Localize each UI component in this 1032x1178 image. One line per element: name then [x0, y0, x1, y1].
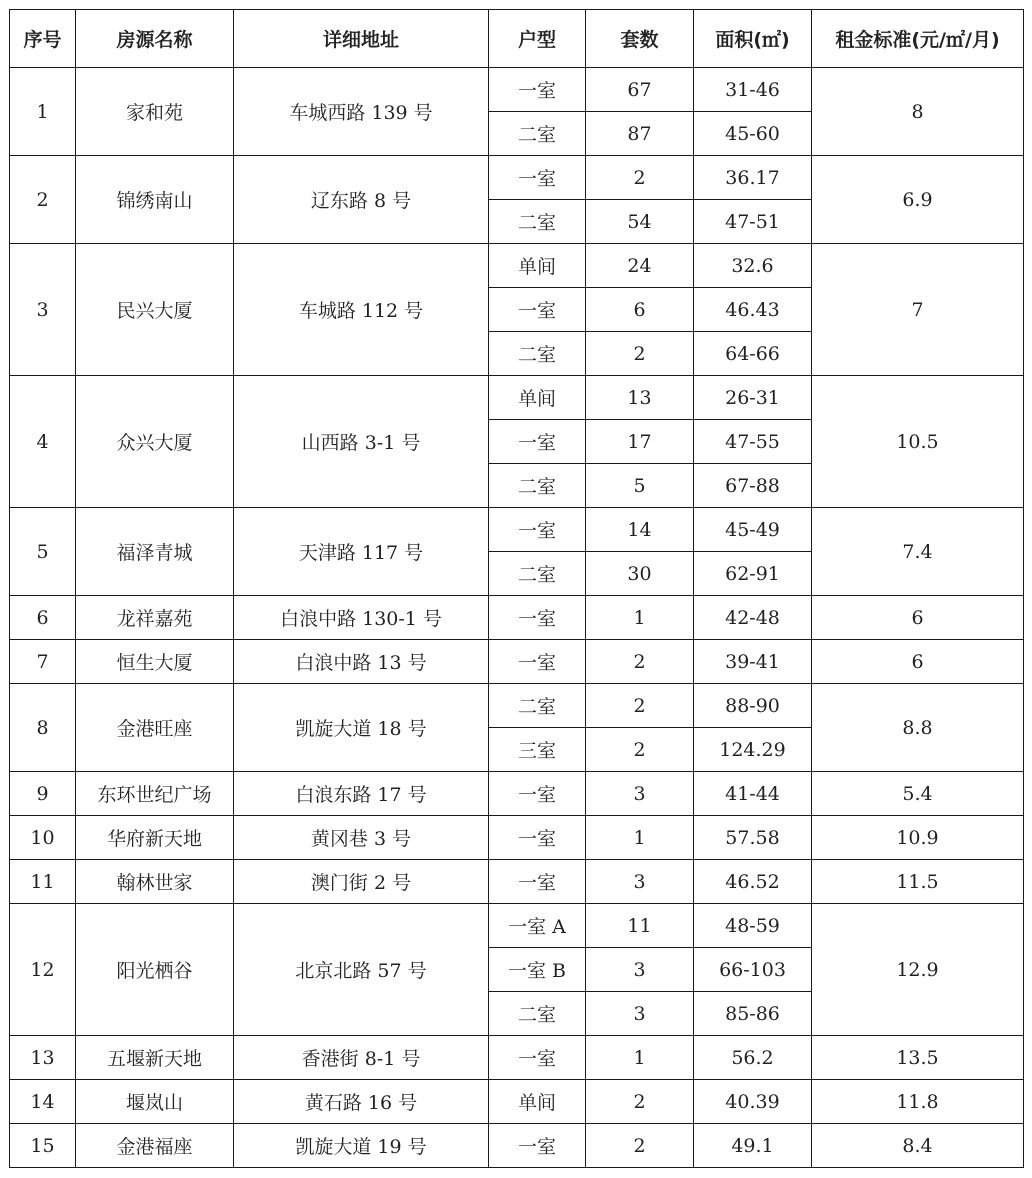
cell-unit-type: 一室: [489, 1124, 586, 1168]
cell-area: 64-66: [694, 332, 812, 376]
cell-unit-type: 三室: [489, 728, 586, 772]
cell-rent: 6: [812, 640, 1024, 684]
table-row: [10, 68, 1024, 112]
cell-area: 49.1: [694, 1124, 812, 1168]
cell-name: 金港旺座: [76, 684, 234, 772]
table-row: [10, 596, 1024, 640]
cell-area: 124.29: [694, 728, 812, 772]
cell-address: 凯旋大道 18 号: [234, 684, 489, 772]
cell-unit-type: 一室: [489, 420, 586, 464]
cell-address: 凯旋大道 19 号: [234, 1124, 489, 1168]
cell-name: 民兴大厦: [76, 244, 234, 376]
cell-name: 众兴大厦: [76, 376, 234, 508]
cell-count: 3: [586, 860, 694, 904]
table-row: [10, 156, 1024, 200]
cell-count: 1: [586, 1036, 694, 1080]
cell-unit-type: 一室: [489, 640, 586, 684]
cell-rent: 8.4: [812, 1124, 1024, 1168]
cell-unit-type: 一室: [489, 68, 586, 112]
cell-count: 54: [586, 200, 694, 244]
cell-address: 白浪中路 130-1 号: [234, 596, 489, 640]
cell-index: 5: [10, 508, 76, 596]
cell-area: 67-88: [694, 464, 812, 508]
cell-count: 67: [586, 68, 694, 112]
cell-rent: 8: [812, 68, 1024, 156]
header-area: 面积(㎡): [694, 10, 812, 68]
cell-unit-type: 一室: [489, 772, 586, 816]
cell-address: 辽东路 8 号: [234, 156, 489, 244]
cell-area: 40.39: [694, 1080, 812, 1124]
table-row: [10, 1124, 1024, 1168]
cell-name: 阳光栖谷: [76, 904, 234, 1036]
cell-name: 锦绣南山: [76, 156, 234, 244]
cell-index: 2: [10, 156, 76, 244]
cell-name: 堰岚山: [76, 1080, 234, 1124]
cell-address: 山西路 3-1 号: [234, 376, 489, 508]
cell-unit-type: 一室 B: [489, 948, 586, 992]
cell-rent: 8.8: [812, 684, 1024, 772]
cell-rent: 7.4: [812, 508, 1024, 596]
cell-unit-type: 单间: [489, 244, 586, 288]
cell-area: 57.58: [694, 816, 812, 860]
cell-count: 30: [586, 552, 694, 596]
cell-name: 家和苑: [76, 68, 234, 156]
cell-area: 42-48: [694, 596, 812, 640]
cell-area: 31-46: [694, 68, 812, 112]
cell-unit-type: 二室: [489, 112, 586, 156]
cell-name: 东环世纪广场: [76, 772, 234, 816]
cell-count: 2: [586, 640, 694, 684]
cell-unit-type: 二室: [489, 684, 586, 728]
cell-index: 8: [10, 684, 76, 772]
cell-count: 6: [586, 288, 694, 332]
cell-area: 46.52: [694, 860, 812, 904]
cell-rent: 6: [812, 596, 1024, 640]
cell-address: 白浪东路 17 号: [234, 772, 489, 816]
cell-count: 3: [586, 948, 694, 992]
header-count: 套数: [586, 10, 694, 68]
cell-address: 车城西路 139 号: [234, 68, 489, 156]
cell-index: 1: [10, 68, 76, 156]
cell-name: 福泽青城: [76, 508, 234, 596]
cell-name: 华府新天地: [76, 816, 234, 860]
cell-address: 天津路 117 号: [234, 508, 489, 596]
cell-rent: 6.9: [812, 156, 1024, 244]
table-row: [10, 816, 1024, 860]
cell-index: 13: [10, 1036, 76, 1080]
cell-index: 4: [10, 376, 76, 508]
cell-count: 14: [586, 508, 694, 552]
cell-area: 45-60: [694, 112, 812, 156]
cell-unit-type: 一室: [489, 288, 586, 332]
cell-area: 62-91: [694, 552, 812, 596]
cell-area: 66-103: [694, 948, 812, 992]
cell-unit-type: 一室: [489, 156, 586, 200]
table-row: [10, 640, 1024, 684]
cell-index: 10: [10, 816, 76, 860]
cell-count: 1: [586, 596, 694, 640]
cell-unit-type: 二室: [489, 464, 586, 508]
cell-count: 3: [586, 992, 694, 1036]
cell-count: 24: [586, 244, 694, 288]
cell-name: 龙祥嘉苑: [76, 596, 234, 640]
cell-count: 2: [586, 332, 694, 376]
cell-count: 13: [586, 376, 694, 420]
cell-area: 26-31: [694, 376, 812, 420]
header-unit-type: 户型: [489, 10, 586, 68]
cell-unit-type: 一室: [489, 860, 586, 904]
cell-area: 48-59: [694, 904, 812, 948]
housing-table: [9, 9, 1024, 1168]
cell-rent: 10.9: [812, 816, 1024, 860]
cell-area: 41-44: [694, 772, 812, 816]
cell-index: 3: [10, 244, 76, 376]
cell-count: 2: [586, 156, 694, 200]
table-row: [10, 1036, 1024, 1080]
header-rent: 租金标准(元/㎡/月): [812, 10, 1024, 68]
cell-area: 47-51: [694, 200, 812, 244]
cell-area: 85-86: [694, 992, 812, 1036]
cell-unit-type: 一室: [489, 596, 586, 640]
cell-rent: 7: [812, 244, 1024, 376]
cell-rent: 10.5: [812, 376, 1024, 508]
cell-address: 北京北路 57 号: [234, 904, 489, 1036]
cell-index: 11: [10, 860, 76, 904]
cell-index: 6: [10, 596, 76, 640]
cell-name: 翰林世家: [76, 860, 234, 904]
header-row: [10, 10, 1024, 68]
table-row: [10, 508, 1024, 552]
cell-count: 2: [586, 1124, 694, 1168]
cell-address: 澳门街 2 号: [234, 860, 489, 904]
cell-address: 香港街 8-1 号: [234, 1036, 489, 1080]
cell-unit-type: 一室: [489, 1036, 586, 1080]
cell-count: 11: [586, 904, 694, 948]
table-row: [10, 684, 1024, 728]
cell-rent: 13.5: [812, 1036, 1024, 1080]
table-row: [10, 1080, 1024, 1124]
cell-address: 黄石路 16 号: [234, 1080, 489, 1124]
cell-unit-type: 二室: [489, 992, 586, 1036]
table-row: [10, 904, 1024, 948]
cell-count: 17: [586, 420, 694, 464]
header-name: 房源名称: [76, 10, 234, 68]
cell-area: 45-49: [694, 508, 812, 552]
cell-address: 白浪中路 13 号: [234, 640, 489, 684]
table-row: [10, 376, 1024, 420]
cell-index: 12: [10, 904, 76, 1036]
cell-address: 车城路 112 号: [234, 244, 489, 376]
cell-area: 88-90: [694, 684, 812, 728]
cell-name: 五堰新天地: [76, 1036, 234, 1080]
cell-area: 46.43: [694, 288, 812, 332]
cell-address: 黄冈巷 3 号: [234, 816, 489, 860]
cell-unit-type: 二室: [489, 332, 586, 376]
cell-index: 15: [10, 1124, 76, 1168]
table-body: [10, 68, 1024, 1168]
cell-area: 47-55: [694, 420, 812, 464]
header-address: 详细地址: [234, 10, 489, 68]
cell-unit-type: 二室: [489, 200, 586, 244]
cell-index: 7: [10, 640, 76, 684]
table-row: [10, 772, 1024, 816]
cell-count: 5: [586, 464, 694, 508]
cell-index: 9: [10, 772, 76, 816]
cell-unit-type: 一室 A: [489, 904, 586, 948]
cell-index: 14: [10, 1080, 76, 1124]
cell-unit-type: 二室: [489, 552, 586, 596]
cell-rent: 11.8: [812, 1080, 1024, 1124]
cell-count: 2: [586, 684, 694, 728]
cell-unit-type: 单间: [489, 376, 586, 420]
cell-count: 2: [586, 1080, 694, 1124]
cell-count: 2: [586, 728, 694, 772]
cell-name: 恒生大厦: [76, 640, 234, 684]
cell-unit-type: 一室: [489, 508, 586, 552]
cell-rent: 5.4: [812, 772, 1024, 816]
cell-rent: 11.5: [812, 860, 1024, 904]
table-row: [10, 244, 1024, 288]
cell-unit-type: 一室: [489, 816, 586, 860]
cell-rent: 12.9: [812, 904, 1024, 1036]
cell-count: 3: [586, 772, 694, 816]
cell-area: 39-41: [694, 640, 812, 684]
header-index: 序号: [10, 10, 76, 68]
cell-name: 金港福座: [76, 1124, 234, 1168]
cell-area: 36.17: [694, 156, 812, 200]
cell-area: 32.6: [694, 244, 812, 288]
cell-count: 1: [586, 816, 694, 860]
table-row: [10, 860, 1024, 904]
cell-count: 87: [586, 112, 694, 156]
cell-unit-type: 单间: [489, 1080, 586, 1124]
cell-area: 56.2: [694, 1036, 812, 1080]
